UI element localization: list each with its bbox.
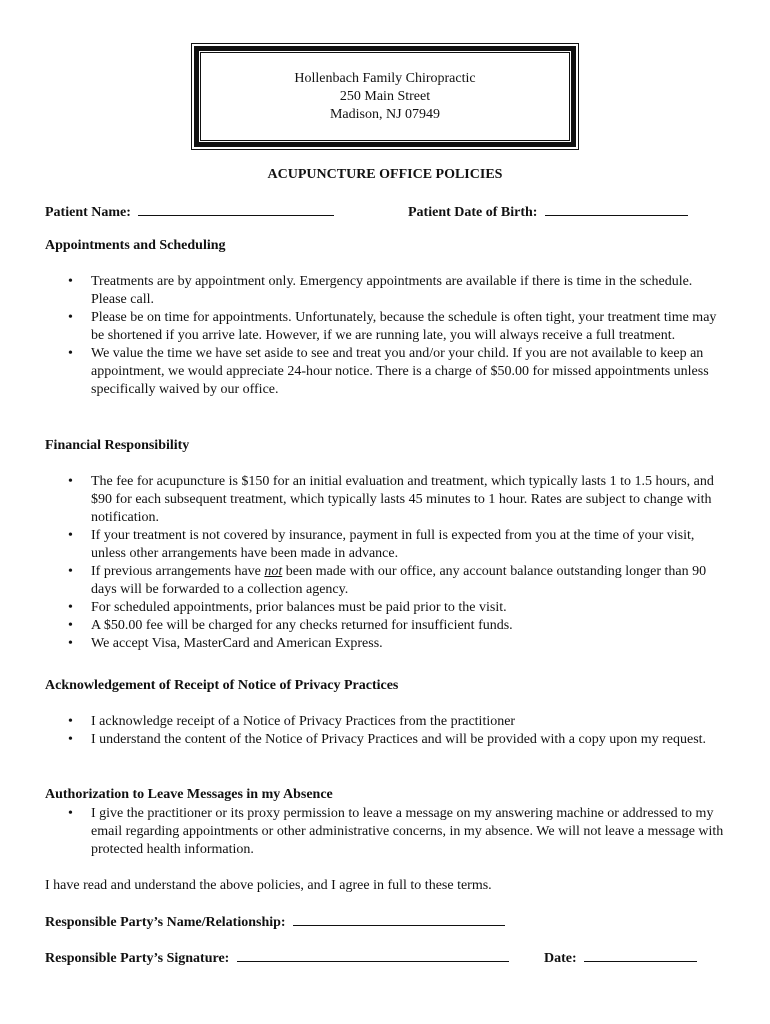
practice-street: 250 Main Street (339, 88, 431, 104)
list-item-text-end: been made with our office, any account balance outstanding longer than 90 days will be forwarded to a collection agency. (91, 564, 707, 597)
list-item: • A $50.00 fee will be charged for any checks returned for insufficient funds. (45, 617, 730, 635)
financial-heading: Financial Responsibility (45, 438, 190, 453)
patient-name-field (45, 201, 334, 222)
name-relationship-field (45, 911, 505, 932)
agreement-statement: I have read and understand the above policies, and I agree in full to these terms. (45, 878, 492, 893)
patient-name-blank[interactable] (138, 201, 334, 216)
list-item: • We accept Visa, MasterCard and American Express. (45, 635, 730, 653)
emphasis-not: not (264, 564, 283, 579)
name-relationship-label: Responsible Party’s Name/Relationship: (45, 915, 286, 930)
list-item: • I understand the content of the Notice of Privacy Practices and will be provided with a copy upon my request. (45, 731, 730, 749)
financial-list (45, 473, 730, 653)
appointments-list (45, 273, 730, 399)
privacy-heading: Acknowledgement of Receipt of Notice of Privacy Practices (45, 678, 399, 693)
patient-dob-field (408, 201, 688, 222)
list-item-text-start: If previous arrangements have (91, 564, 265, 579)
practice-address-box (191, 43, 579, 150)
patient-name-label: Patient Name: (45, 205, 131, 220)
list-item: • We value the time we have set aside to see and treat you and/or your child. If you are not available to keep an appointment, we would appreciate 24-hour notice. There is a charge of $50.00 for missed appointments unless specifically waived by our office. (45, 345, 730, 399)
date-field (544, 947, 697, 968)
date-label: Date: (544, 951, 577, 966)
document-title: ACUPUNCTURE OFFICE POLICIES (267, 167, 503, 182)
appointments-heading: Appointments and Scheduling (45, 238, 226, 253)
name-relationship-blank[interactable] (293, 911, 505, 926)
privacy-list (45, 713, 730, 749)
list-item (45, 563, 730, 599)
patient-dob-blank[interactable] (545, 201, 688, 216)
list-item: • The fee for acupuncture is $150 for an initial evaluation and treatment, which typically lasts 1 to 1.5 hours, and $90 for each subsequent treatment, which typically lasts 45 minutes to 1 hour. Rates are subject to change with notification. (45, 473, 730, 527)
list-item: • Treatments are by appointment only. Emergency appointments are available if there is time in the schedule. Please call. (45, 273, 730, 309)
patient-dob-label: Patient Date of Birth: (408, 205, 538, 220)
date-blank[interactable] (584, 947, 697, 962)
list-item: • I give the practitioner or its proxy permission to leave a message on my answering machine or addressed to my email regarding appointments or other administrative concerns, in my absence. We will not leave a message with protected health information. (45, 805, 730, 859)
list-item: • Please be on time for appointments. Unfortunately, because the schedule is often tight, your treatment time may be shortened if you arrive late. However, if we are running late, you will always receive a full treatment. (45, 309, 730, 345)
signature-blank[interactable] (237, 947, 509, 962)
practice-city-state-zip: Madison, NJ 07949 (329, 106, 441, 122)
messages-list (45, 805, 730, 859)
list-item: • If your treatment is not covered by insurance, payment in full is expected from you at the time of your visit, unless other arrangements have been made in advance. (45, 527, 730, 563)
signature-label: Responsible Party’s Signature: (45, 951, 230, 966)
signature-field (45, 947, 509, 968)
messages-heading: Authorization to Leave Messages in my Absence (45, 787, 333, 802)
practice-name: Hollenbach Family Chiropractic (294, 70, 476, 86)
list-item: • I acknowledge receipt of a Notice of Privacy Practices from the practitioner (45, 713, 730, 731)
list-item: • For scheduled appointments, prior balances must be paid prior to the visit. (45, 599, 730, 617)
